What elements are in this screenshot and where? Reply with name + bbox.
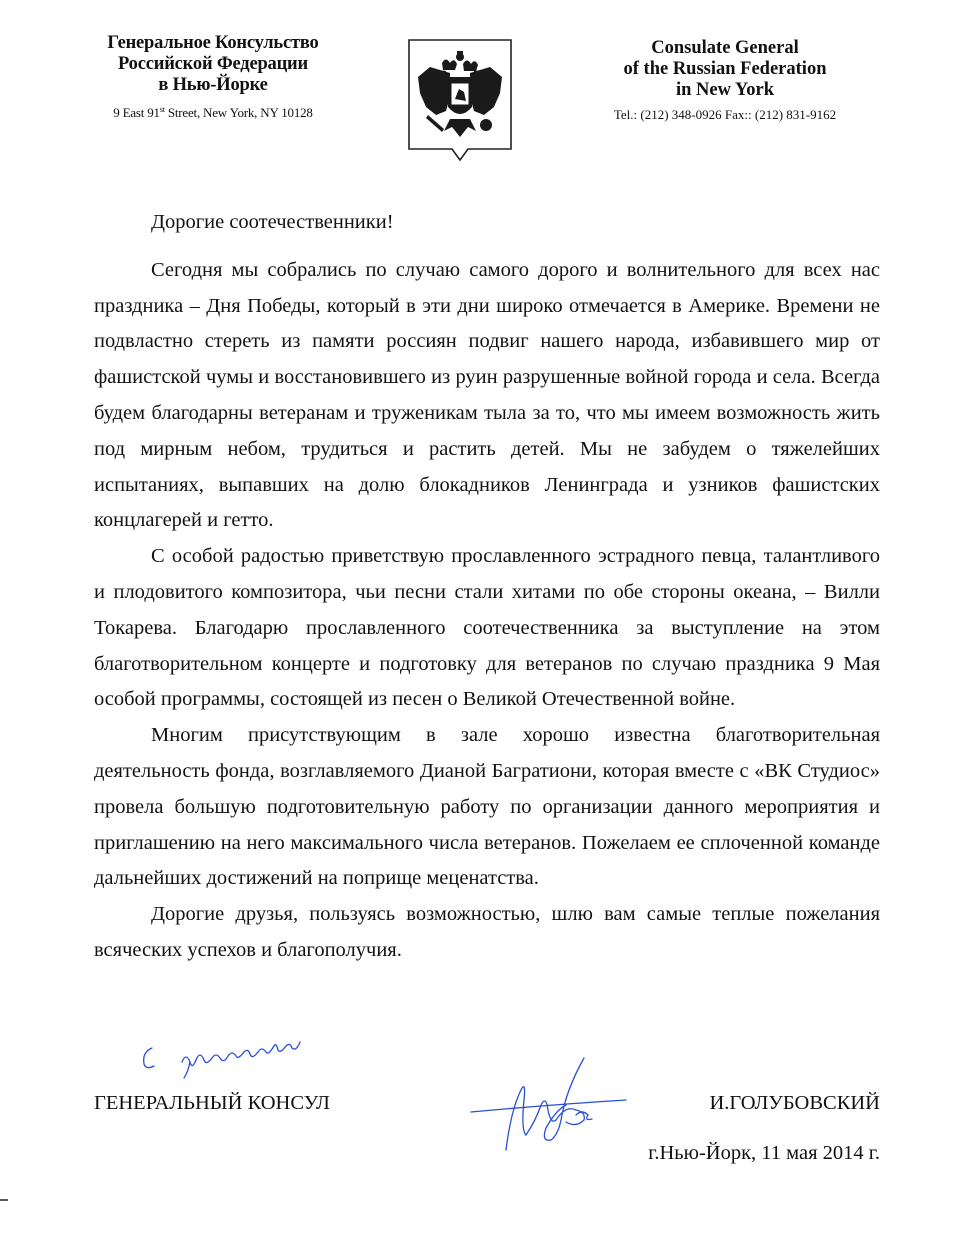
consulate-name-ru-line3: в Нью-Йорке [158,75,268,95]
signature-block [94,1040,884,1180]
handwritten-closing [134,1040,394,1080]
letter-body [94,205,880,969]
consulate-name-ru-line1: Генеральное Консульство [107,33,319,53]
signer-name: И.ГОЛУБОВСКИЙ [709,1092,880,1114]
signer-title: ГЕНЕРАЛЬНЫЙ КОНСУЛ [94,1092,330,1114]
consulate-name-en-line3: in New York [676,80,774,100]
consulate-contacts: Tel.: (212) 348-0926 Fax:: (212) 831-9162 [613,107,837,122]
consulate-name-en-line1: Consulate General [651,38,799,58]
consulate-name-ru-line2: Российской Федерации [118,54,308,74]
letter-paragraph: С особой радостью приветствую прославленного эстрадного певца, талантливого и плодовитого композитора, чьи песни стали хитами по обе стороны океана, – Вилли Токарева. Благодарю прославленного соотечественника за выступление на этом благотворительном концерте и подготовку для ветеранов по случаю праздника 9 Мая особой программы, состоящей из песен о Великой Отечественной войне. [94,545,880,711]
place-and-date: г.Нью-Йорк, 11 мая 2014 г. [648,1142,880,1164]
letterhead-russian [84,33,342,121]
scan-artifact-line [0,1199,8,1201]
signature-icon [466,1050,636,1160]
consulate-address: 9 East 91st Street, New York, NY 10128 [113,105,313,120]
letter-paragraph: Многим присутствующим в зале хорошо известна благотворительная деятельность фонда, возглавляемого Дианой Багратиони, которая вместе с «ВК Студиос» провела большую подготовительную работу по организации данного мероприятия и приглашению на него максимального числа ветеранов. Пожелаем ее сплоченной команде дальнейших достижений на поприще меценатства. [94,724,880,890]
russian-coat-of-arms-icon [406,37,514,163]
letterhead-english [596,38,854,123]
letter-paragraph: Сегодня мы собрались по случаю самого дорого и волнительного для всех нас праздника – Дня Победы, который в эти дни широко отмечается в Америке. Времени не подвластно стереть из памяти россиян подвиг нашего народа, избавившего мир от фашистской чумы и восстановившего из руин разрушенные войной города и села. Всегда будем благодарны ветеранам и труженикам тыла за то, что мы имеем возможность жить под мирным небом, трудиться и растить детей. Мы не забудем о тяжелейших испытаниях, выпавших на долю блокадников Ленинграда и узников фашистских концлагерей и гетто. [94,258,880,532]
consulate-name-en-line2: of the Russian Federation [623,59,827,79]
letter-greeting: Дорогие соотечественники! [151,211,394,233]
letter-paragraph: Дорогие друзья, пользуясь возможностью, шлю вам самые теплые пожелания всяческих успехов и благополучия. [94,903,880,961]
